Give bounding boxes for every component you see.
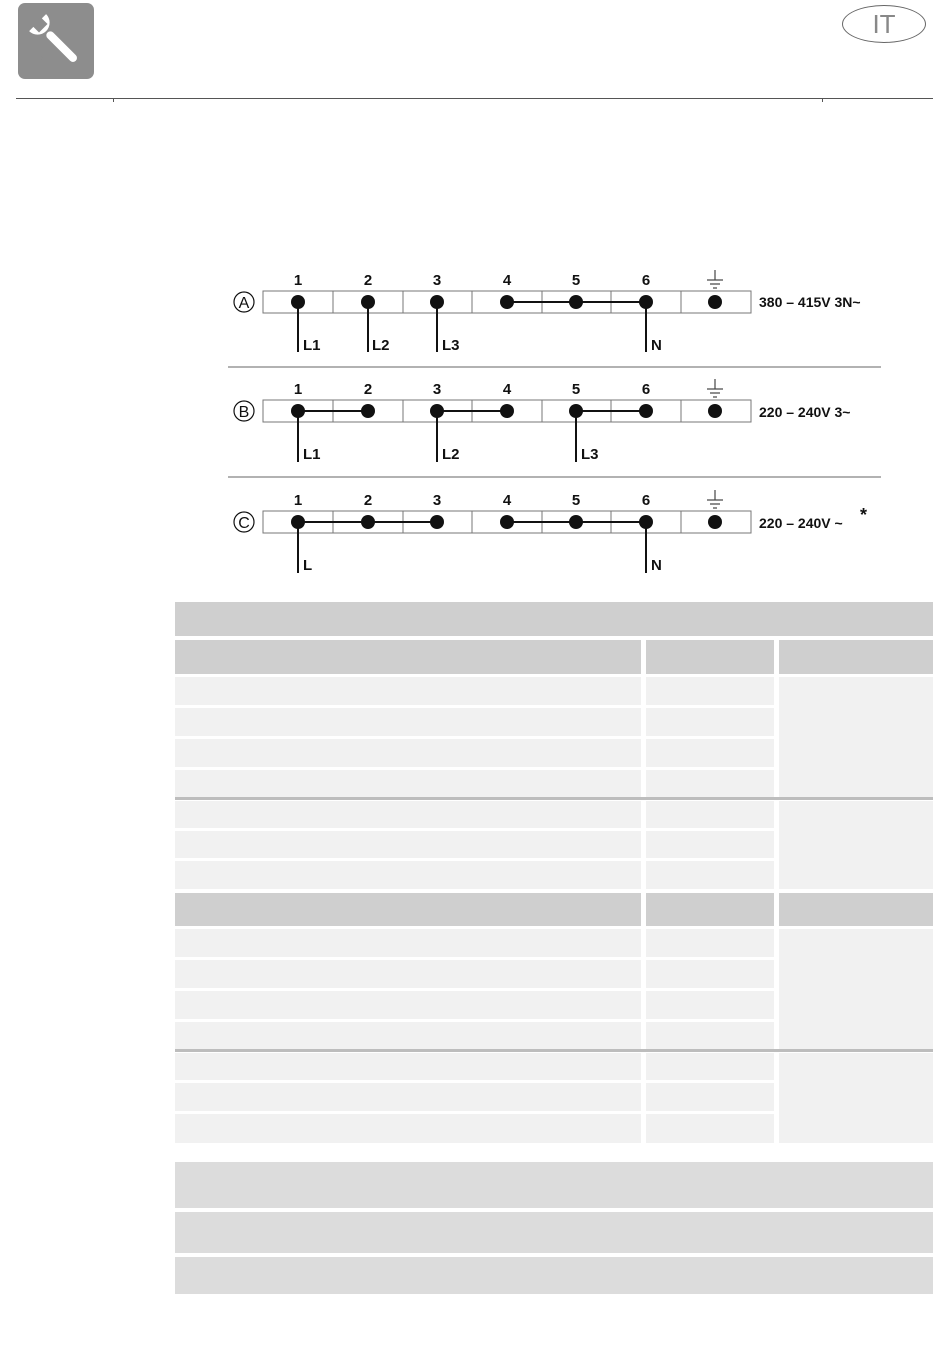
- table-row: [646, 960, 774, 988]
- table-row: [175, 1022, 641, 1049]
- line-label: L3: [442, 337, 460, 354]
- table-header-row: [779, 893, 933, 926]
- terminal-number: 5: [571, 272, 581, 289]
- table-row: [175, 770, 641, 797]
- terminal-number: 1: [293, 381, 303, 398]
- note-row: [175, 1257, 933, 1294]
- table-header-row: [646, 893, 774, 926]
- config-b: [234, 400, 850, 463]
- table-row: [646, 929, 774, 957]
- config-marker-b: B: [238, 404, 250, 421]
- group-divider: [175, 797, 933, 800]
- table-row: [175, 1053, 641, 1080]
- table-row: [175, 1083, 641, 1111]
- language-badge: IT: [842, 5, 926, 43]
- spec-table: [175, 602, 933, 1144]
- table-row: [175, 991, 641, 1019]
- table-row: [175, 831, 641, 858]
- terminal-number: 2: [363, 492, 373, 509]
- table-row: [175, 861, 641, 889]
- line-label: L2: [442, 446, 460, 463]
- line-label: L: [303, 557, 313, 574]
- table-row: [646, 801, 774, 828]
- line-label: L1: [303, 337, 321, 354]
- voltage-label-c: 220 – 240V ~: [759, 515, 843, 531]
- config-c: [234, 505, 867, 574]
- table-row: [175, 929, 641, 957]
- terminal-number: 3: [432, 492, 442, 509]
- table-row: [646, 831, 774, 858]
- line-label: L1: [303, 446, 321, 463]
- voltage-label-a: 380 – 415V 3N~: [759, 294, 861, 310]
- table-row: [175, 677, 641, 705]
- terminal-number: 5: [571, 492, 581, 509]
- table-merged-cell: [779, 1053, 933, 1143]
- table-row: [646, 739, 774, 767]
- group-divider: [175, 1049, 933, 1052]
- table-row: [646, 1114, 774, 1143]
- table-row: [175, 739, 641, 767]
- table-merged-cell: [779, 929, 933, 1049]
- line-label: L3: [581, 446, 599, 463]
- table-merged-cell: [779, 677, 933, 797]
- table-row: [646, 1053, 774, 1080]
- terminal-numbers-b: [294, 381, 650, 398]
- table-row: [646, 1022, 774, 1049]
- table-header-row: [646, 640, 774, 674]
- terminal-number: 4: [502, 381, 512, 398]
- terminal-number: 6: [641, 381, 651, 398]
- terminal-number: 3: [432, 381, 442, 398]
- config-marker-c: C: [238, 515, 250, 532]
- table-row: [646, 991, 774, 1019]
- terminal-number: 4: [502, 492, 512, 509]
- ground-icon: [707, 490, 723, 508]
- terminal-number: 6: [641, 492, 651, 509]
- line-label: N: [651, 337, 662, 354]
- table-row: [646, 770, 774, 797]
- terminal-number: 1: [293, 272, 303, 289]
- table-title-row: [175, 602, 933, 636]
- table-row: [646, 861, 774, 889]
- table-header-row: [175, 893, 641, 926]
- table-row: [646, 677, 774, 705]
- table-header-row: [175, 640, 641, 674]
- config-a: [234, 291, 861, 354]
- line-label: N: [651, 557, 662, 574]
- ground-icon: [707, 379, 723, 397]
- voltage-label-b: 220 – 240V 3~: [759, 404, 851, 420]
- table-row: [646, 1083, 774, 1111]
- table-header-row: [779, 640, 933, 674]
- wiring-diagram: [0, 0, 950, 600]
- line-label: L2: [372, 337, 390, 354]
- terminal-number: 3: [432, 272, 442, 289]
- terminal-numbers-a: [294, 272, 650, 289]
- ground-icon: [707, 270, 723, 288]
- table-row: [175, 708, 641, 736]
- terminal-number: 4: [502, 272, 512, 289]
- note-row: [175, 1162, 933, 1208]
- asterisk-mark: *: [860, 505, 868, 525]
- table-row: [646, 708, 774, 736]
- terminal-number: 6: [641, 272, 651, 289]
- table-row: [175, 1114, 641, 1143]
- terminal-number: 5: [571, 381, 581, 398]
- note-row: [175, 1212, 933, 1253]
- terminal-number: 2: [363, 381, 373, 398]
- table-merged-cell: [779, 801, 933, 889]
- config-marker-a: A: [238, 295, 250, 312]
- table-row: [175, 960, 641, 988]
- terminal-number: 2: [363, 272, 373, 289]
- terminal-numbers-c: [294, 492, 650, 509]
- table-row: [175, 801, 641, 828]
- terminal-number: 1: [293, 492, 303, 509]
